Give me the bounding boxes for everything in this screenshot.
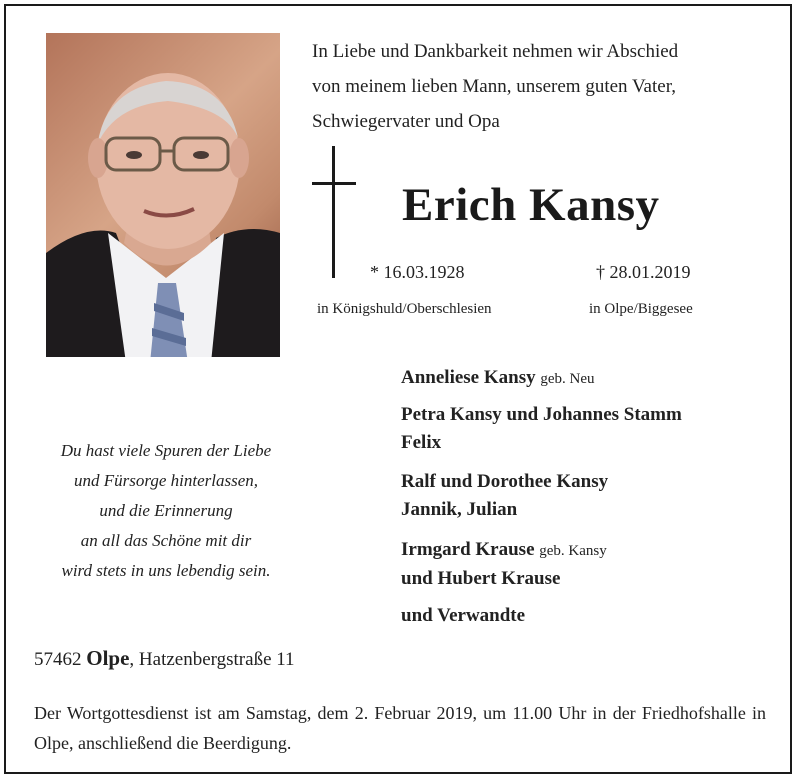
memorial-verse [36, 436, 296, 586]
verse-line: und die Erinnerung [99, 501, 233, 520]
death-date: † 28.01.2019 [596, 262, 691, 282]
verse-line: an all das Schöne mit dir [80, 531, 252, 550]
mourner-name: Irmgard Krause [401, 539, 535, 560]
postcode: 57462 [34, 649, 82, 670]
cross-icon [312, 146, 356, 278]
intro-line: von meinem lieben Mann, unserem guten Vater, [312, 76, 677, 97]
mourner-name: und Hubert Krause [401, 568, 561, 589]
mourner-group-3 [401, 468, 771, 524]
maiden-name-note: geb. Neu [540, 371, 595, 387]
birth-place: in Königshuld/Oberschlesien [317, 301, 492, 317]
intro-line: In Liebe und Dankbarkeit nehmen wir Abschied [312, 41, 679, 62]
street: , Hatzenbergstraße 11 [129, 649, 295, 670]
portrait-illustration [46, 33, 280, 357]
city: Olpe [86, 646, 130, 670]
death-place: in Olpe/Biggesee [589, 301, 693, 317]
mourner-name: Anneliese Kansy [401, 367, 536, 388]
mourner-group-1 [401, 364, 771, 393]
intro-line: Schwiegervater und Opa [312, 111, 500, 132]
mourner-group-5: und Verwandte [401, 605, 526, 626]
mourner-name: Jannik, Julian [401, 499, 518, 520]
mourner-group-4 [401, 536, 771, 593]
deceased-name: Erich Kansy [402, 179, 660, 231]
verse-line: wird stets in uns lebendig sein. [61, 561, 271, 580]
birth-date: * 16.03.1928 [370, 262, 465, 282]
mourner-name: Petra Kansy und Johannes Stamm [401, 404, 682, 425]
mourner-name: Felix [401, 432, 442, 453]
funeral-notice: Der Wortgottesdienst ist am Samstag, dem 2. Februar 2019, um 11.00 Uhr in der Friedhofshalle in Olpe, anschließend die Beerdigung. [34, 703, 766, 753]
mourner-group-2 [401, 401, 771, 457]
verse-line: und Fürsorge hinterlassen, [73, 471, 258, 490]
portrait-photo [46, 33, 280, 357]
mourner-name: Ralf und Dorothee Kansy [401, 471, 609, 492]
intro-text [312, 34, 772, 139]
verse-line: Du hast viele Spuren der Liebe [60, 441, 272, 460]
family-address [34, 646, 295, 671]
maiden-name-note: geb. Kansy [539, 543, 607, 559]
